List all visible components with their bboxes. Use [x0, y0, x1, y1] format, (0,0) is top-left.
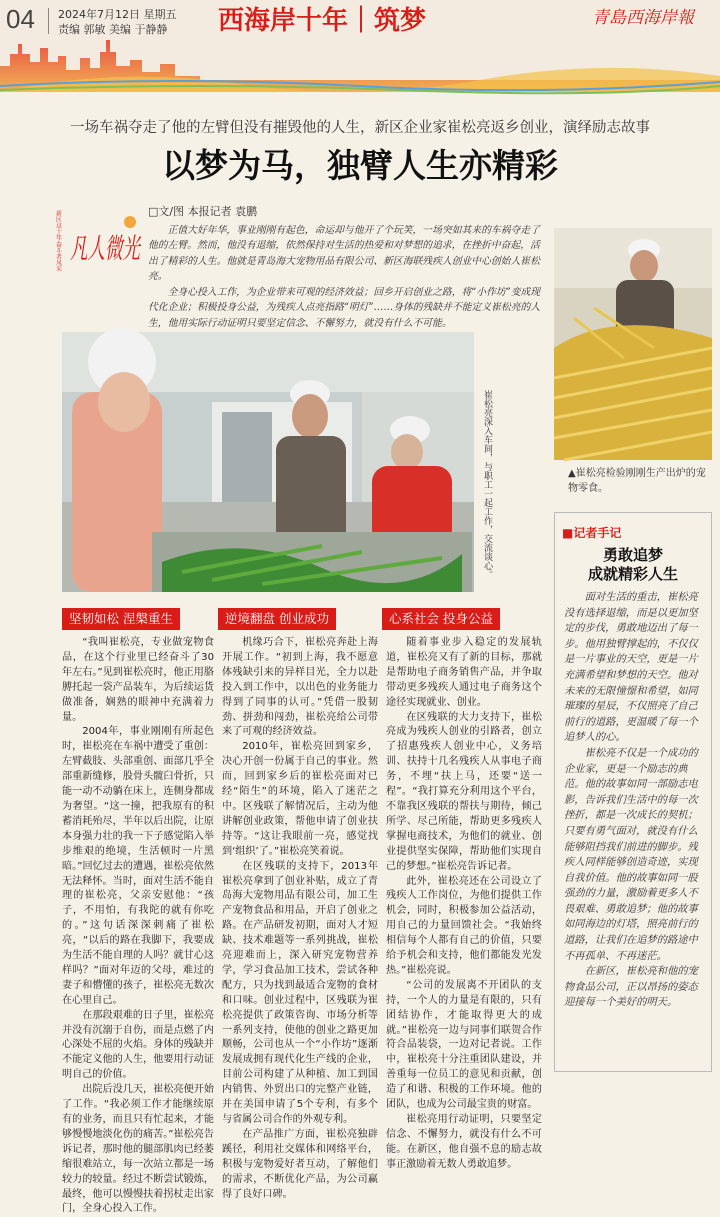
column-paragraph: “我叫崔松亮，专业做宠物食品，在这个行业里已经奋斗了30年左右。”见到崔松亮时，他正用胳膊托起一袋产品装车，为后续运货做准备，娴熟的眼神中充满着力量。	[62, 637, 214, 723]
article-byline: □文/图 本报记者 袁鹏	[148, 205, 258, 218]
column-logo	[52, 200, 144, 290]
notes-paragraph: 面对生活的重击，崔松亮没有选择退缩，而是以更加坚定的步伐，勇敢地迈出了每一步。他用独臂撑起的，不仅仅是一片事业的天空，更是一片充满希望和梦想的天空。他对未来的无限憧憬和希望，如同璀璨的星辰，不仅照亮了自己前行的道路，更温暖了每一个追梦人的心。	[564, 591, 698, 744]
workshop-photo-caption: 崔松亮深入车间，与职工一起工作，交流谈心。	[482, 390, 492, 579]
column-paragraph: 出院后没几天，崔松亮便开始了工作。“我必须工作才能继续原有的业务，而且只有忙起来，才能够慢慢地淡化伤的痛苦。”崔松亮告诉记者，那时他的腿部肌肉已经萎缩很难站立，每一次站立都是一场较力的较量。经过不断尝试锻炼，最终，他可以慢慢扶着拐杖走出家门，全身心投入工作。	[62, 1084, 214, 1215]
column-paragraph: 此外，崔松亮还在公司设立了残疾人工作岗位，为他们提供工作机会，同时，积极参加公益活动，用自己的力量回馈社会。“我始终相信每个人都有自己的价值，只要给予机会和支持，他们都能发光发热。”崔松亮说。	[386, 875, 542, 976]
column-paragraph: 2004年，事业刚刚有所起色时，崔松亮在车祸中遭受了重创：左臂截肢、头部重创、面部几乎全部重新缝修，股骨头髋臼骨折，只能一动不动躺在床上，连侧身都成为奢望。“这一撞，把我原有的积蓄消耗殆尽，半年以后出院，让原本身强力壮的我一下子感觉陷入举步维艰的绝境，生活顿时一片黑暗。”回忆过去的遭遇，崔松亮依然无法释怀。当时，面对生活不能自理的崔松亮，父亲安慰他：“孩子，不用怕，有我陀的就有你吃的。”这句话深深刺痛了崔松亮，“以后的路在我脚下，我要成为生活不能自理的人吗？就甘心这样吗？”面对年迈的父母，难过的妻子和懵懂的孩子，崔松亮无数次在心里自己。	[62, 726, 214, 1006]
column-body-3	[386, 636, 542, 1170]
issue-date: 2024年7月12日 星期五	[58, 8, 177, 21]
column-body-1	[62, 636, 214, 1215]
sun-icon	[124, 216, 136, 228]
column-paragraph: 在产品推广方面，崔松亮独辟蹊径，利用社交媒体和网络平台，积极与宠物爱好者互动，了解他们的需求，不断优化产品，为公司赢得了良好口碑。	[222, 1128, 378, 1200]
column-paragraph: “公司的发展离不开团队的支持，一个人的力量是有限的，只有团结协作，才能取得更大的成就。”崔松亮一边与同事们联贺合作符合品装袋，一边对记者说。工作中，崔松亮十分注重团队建设，并善重每一位员工的意见和贡献，创造了和谐、积极的工作环境。他的团队，也成为公司最宝贵的财富。	[386, 979, 542, 1111]
column-body-2	[222, 636, 378, 1200]
intro-paragraph: 正值大好年华，事业刚刚有起色，命运却与他开了个玩笑，一场突如其来的车祸夺走了他的左臂。然而，他没有退缩，依然保持对生活的热爱和对梦想的追求，在挫折中奋起，活出了精彩的人生。他就是青岛海大宠物用品有限公司、新区海联残疾人创业中心创始人崔松亮。	[148, 225, 540, 282]
column-heading-resilience: 坚韧如松 涅槃重生	[62, 608, 180, 630]
editors-credit: 责编 郭敏 美编 于静静	[58, 23, 168, 36]
intro-paragraph: 全身心投入工作，为企业带来可观的经济效益；回乡开启创业之路，将“小作坊”变成现代化企业；积极投身公益，为残疾人点亮指路“明灯”……身体的残缺并不能定义崔松亮的人生，他用实际行动证明只要坚定信念、不懈努力，就没有什么不可能。	[148, 287, 541, 329]
column-heading-charity: 心系社会 投身公益	[382, 608, 500, 630]
reporter-notes-label: ■记者手记	[562, 526, 622, 540]
column-paragraph: 在区残联的支持下，2013年崔松亮拿到了创业补贴，成立了青岛海大宠物用品有限公司，加工生产宠物食品和用品，开启了创业之路。在产品研发初期，面对人才短缺、技术难题等一系列挑战，崔松亮迎难而上，深入研究宠物营养学，学习食品加工技术，尝试各种配方，只为找到最适合宠物的食材和口味。创业过程中，区残联为崔松亮提供了政策咨询、市场分析等一系列支持，使他的创业之路更加顺畅，公司也从一个“小作坊”逐渐发展成拥有现代化生产线的企业，目前公司构建了从种植、加工到国内销售、外贸出口的完整产业链，并在美国申请了5个专利，有多个与省属公司合作的外观专利。	[222, 860, 378, 1125]
column-paragraph: 在那段艰难的日子里，崔松亮并没有沉溺于自伤，而是点燃了内心深处不屈的火焰。身体的残缺并不能定义他的人生，他要用行动证明自己的价值。	[62, 1009, 214, 1081]
article-title: 以梦为马，独臂人生亦精彩	[162, 146, 558, 185]
product-photo-caption: ▲崔松亮检验刚刚生产出炉的宠物零食。	[568, 468, 706, 494]
notes-paragraph: 在新区，崔松亮和他的宠物食品公司，正以昂扬的姿态迎接每一个美好的明天。	[564, 965, 698, 1009]
notes-paragraph: 崔松亮不仅是一个成功的企业家，更是一个励志的典范。他的故事如同一部励志电影，告诉我们生活中的每一次挫折，都是一次成长的契机；只要有勇气面对，就没有什么能够阻挡我们前进的脚步。残疾人同样能够创造奇迹，实现自我价值。他的故事如同一股强劲的力量，激励着更多人不畏艰难、勇敢追梦；他的故事如同海边的灯塔，照亮前行的道路，让我们在追梦的路途中不再孤单、不再迷茫。	[564, 746, 698, 962]
column-paragraph: 随着事业步入稳定的发展轨道，崔松亮又有了新的目标，那就是帮助电子商务销售产品，并争取带动更多残疾人通过电子商务这个途径实现就业、创业。	[386, 637, 542, 708]
article-subtitle: 一场车祸夺走了他的左臂但没有摧毁他的人生，新区企业家崔松亮返乡创业，演绎励志故事	[70, 120, 650, 136]
section-title: 西海岸十年｜筑梦	[218, 6, 427, 36]
column-paragraph: 机缘巧合下，崔松亮奔赴上海开展工作。“初到上海，我不愿意体残缺引来的异样目光，全力以赴投入到工作中，以出色的业务能力得到了同事的认可。”凭借一股韧劲、拼劲和闯劲，崔松亮给公司带来了可观的经济效益。	[222, 637, 378, 738]
article-intro	[148, 223, 546, 332]
product-inspection-photo	[554, 228, 712, 460]
header-divider	[48, 8, 49, 34]
reporter-notes-body	[564, 590, 704, 1011]
column-paragraph: 在区残联的大力支持下，崔松亮成为残疾人创业的引路者，创立了招惠残疾人创业中心，义务培训、扶持十几名残疾人从事电子商务，不埋“扶上马，还要“送一程”。“我打算充分利用这个平台，不靠我区残联的帮扶与期待，倾己所学、尽己所能，帮助更多残疾人掌握电商技术，为他们的就业、创业提供坚实保障，帮助他们实现自己的梦想。”崔松亮告诉记者。	[386, 711, 542, 872]
newspaper-masthead: 青島西海岸報	[592, 8, 694, 28]
page-number: 04	[6, 4, 35, 34]
workshop-photo	[62, 332, 474, 592]
column-paragraph: 2010年，崔松亮回到家乡，决心开创一份属于自己的事业。然而，回到家乡后的崔松亮面对已经“陌生”的环境，陷入了迷茫之中。区残联了解情况后，主动为他讲解创业政策，帮他申请了创业扶持等。“这让我眼前一亮，感觉找到‘组织’了。”崔松亮笑着说。	[222, 741, 378, 857]
reporter-notes-title: 勇敢追梦 成就精彩人生	[587, 546, 678, 583]
column-heading-comeback: 逆境翻盘 创业成功	[218, 608, 336, 630]
column-logo-side-text: 新区这十年·奋斗者风采	[54, 210, 62, 272]
column-logo-text: 凡人微光	[70, 232, 142, 265]
city-skyline-banner	[0, 36, 720, 92]
column-paragraph: 崔松亮用行动证明，只要坚定信念、不懈努力，就没有什么不可能。在新区，他自强不息的励志故事正激励着无数人勇敢追梦。	[386, 1114, 542, 1170]
